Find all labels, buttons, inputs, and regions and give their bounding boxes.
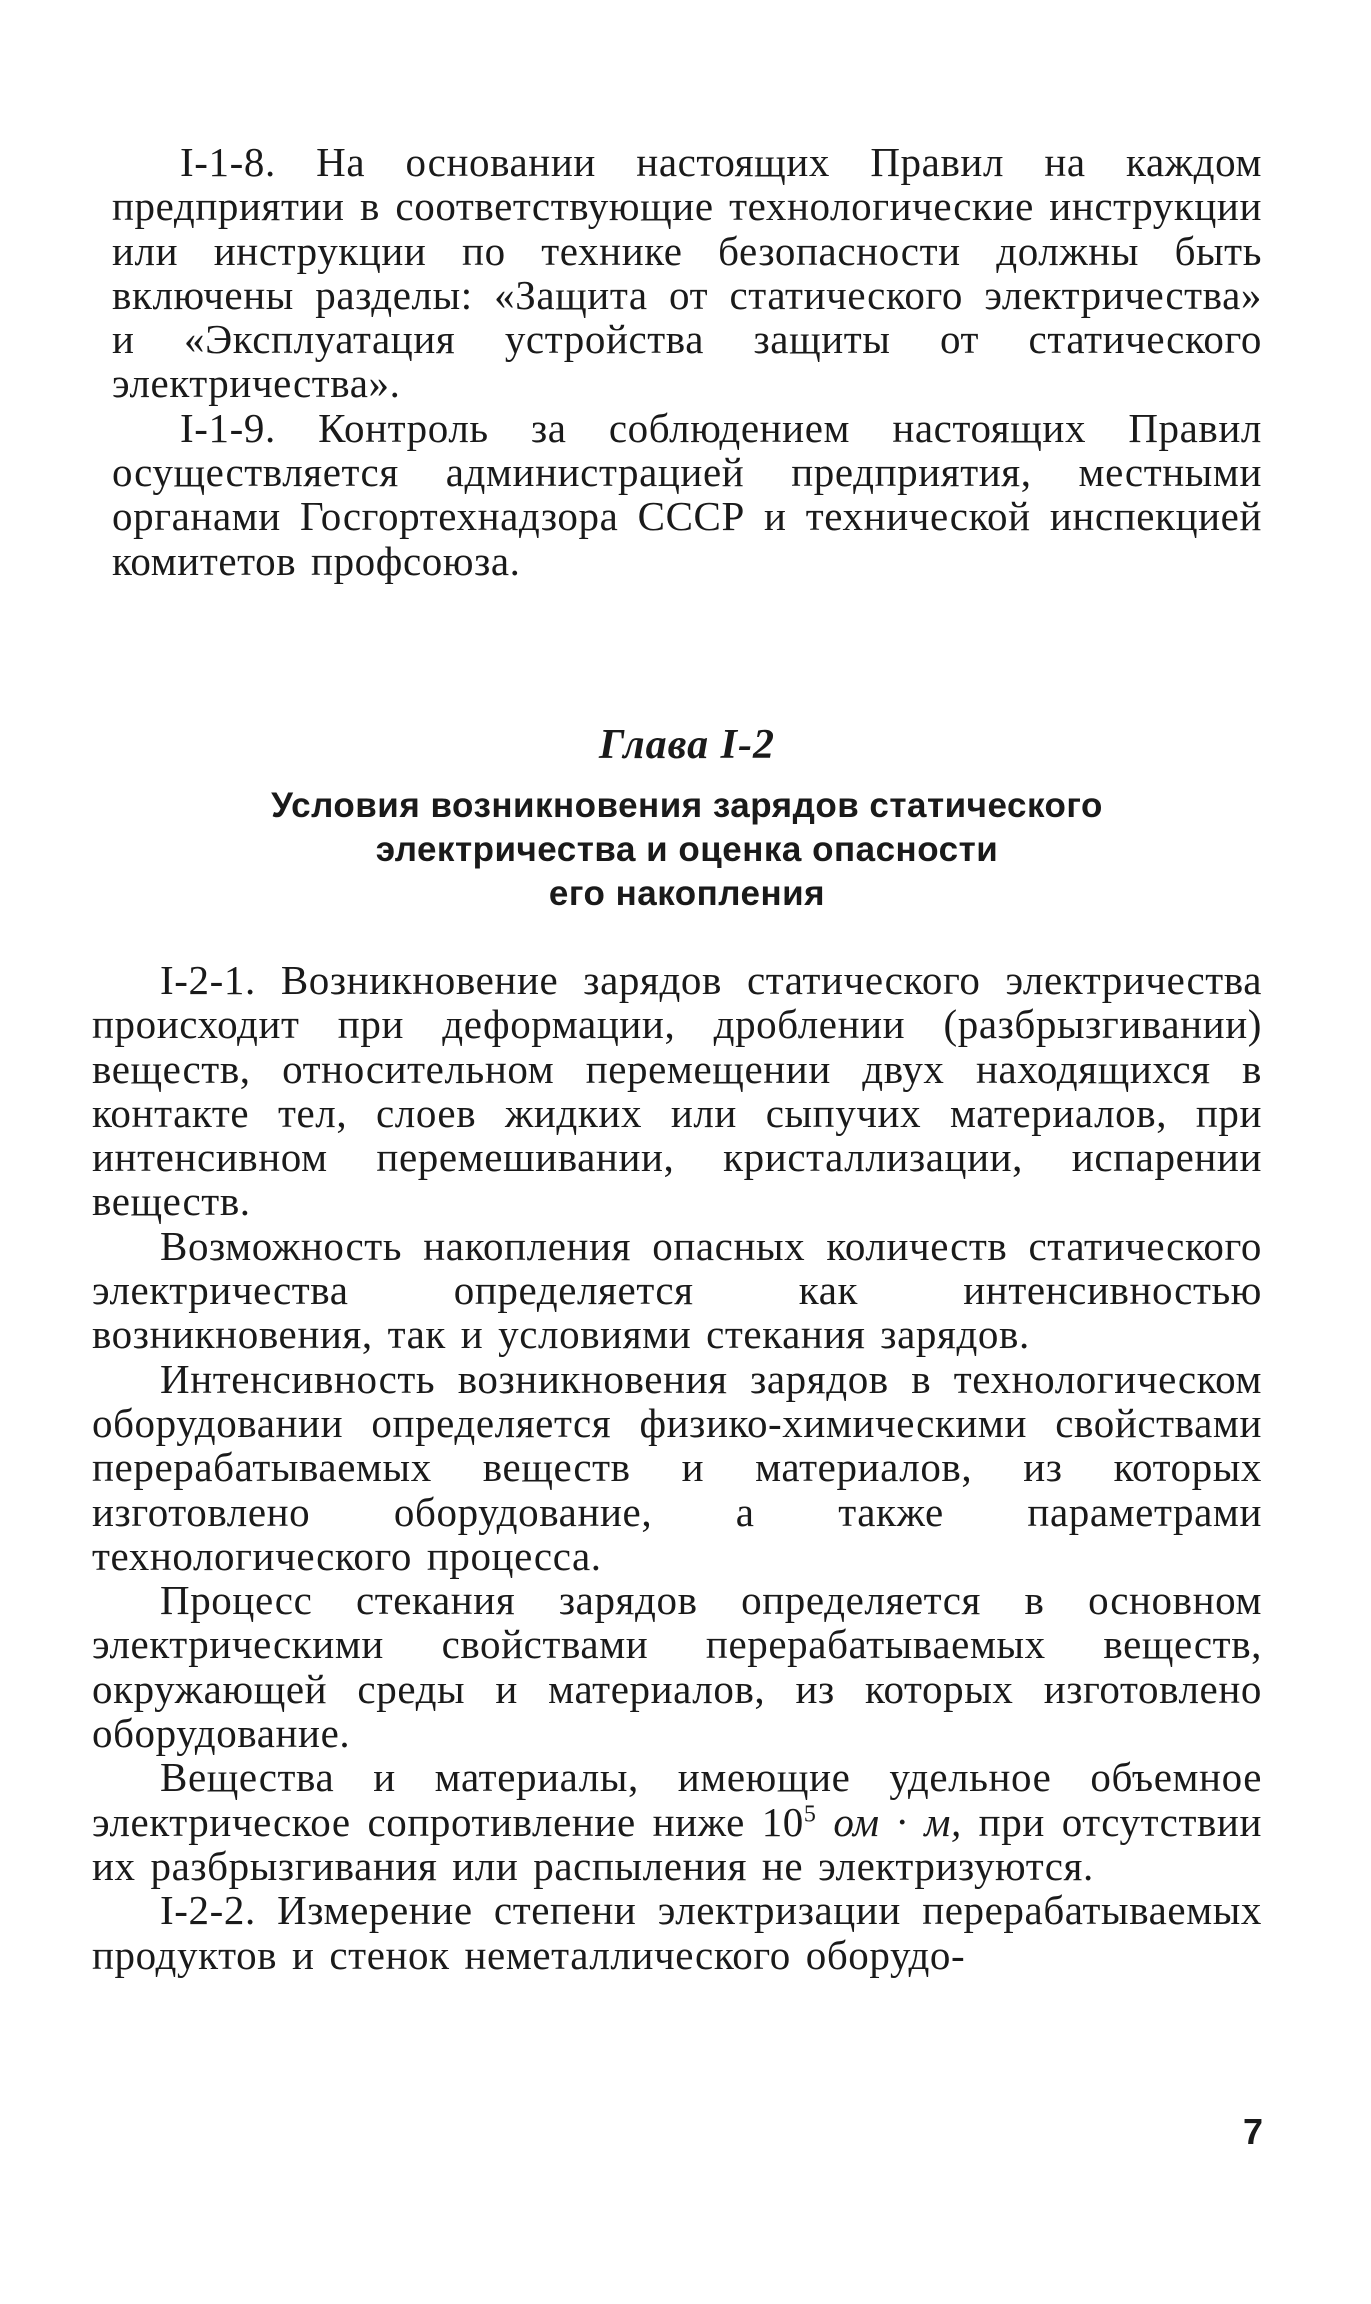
paragraph-drain: Процесс стекания зарядов определяется в основном электрическими свойствами перерабатываемых веществ, окружающей среды и материалов, из которых изготовлено оборудование. xyxy=(92,1577,1262,1757)
chapter-title-line: электричества и оценка опасности xyxy=(375,830,999,869)
paragraph-1-2-1: I-2-1. Возникновение зарядов статического электричества происходит при деформации, дроблении (разбрызгивании) веществ, относительном перемещении двух находящихся в контакте тел, слоев жидких или сыпучих материалов, при интенсивном перемешивании, кристаллизации, испарении веществ. xyxy=(92,957,1262,1225)
chapter-title xyxy=(112,784,1262,916)
resistivity-text-after: при отсутствии их разбрызгивания или распыления не электризуются. xyxy=(92,1798,1262,1889)
paragraph-1-1-8: I-1-8. На основании настоящих Правил на каждом предприятии в соответствующие технологические инструкции или инструкции по технике безопасности должны быть включены разделы: «Защита от статического электричества» и «Эксплуатация устройства защиты от статического электричества». xyxy=(112,139,1262,407)
bottom-text-block xyxy=(92,958,1262,1977)
resistivity-exponent: 5 xyxy=(803,1800,817,1827)
paragraph-resistivity xyxy=(92,1755,1262,1888)
paragraph-accumulation: Возможность накопления опасных количеств статического электричества определяется как интенсивностью возникновения, так и условиями стекания зарядов. xyxy=(92,1222,1262,1358)
chapter-label: Глава I-2 xyxy=(599,722,775,768)
chapter-title-line: Условия возникновения зарядов статического xyxy=(271,786,1103,825)
top-text-block xyxy=(112,140,1262,583)
resistivity-text-before: Вещества и материалы, имеющие удельное объемное электрическое сопротивление ниже 10 xyxy=(92,1754,1262,1845)
page-number: 7 xyxy=(1242,2111,1263,2152)
paragraph-intensity: Интенсивность возникновения зарядов в технологическом оборудовании определяется физико-химическими свойствами перерабатываемых веществ и материалов, из которых изготовлено оборудование, а также параметрами технологического процесса. xyxy=(92,1355,1262,1579)
paragraph-1-1-9: I-1-9. Контроль за соблюдением настоящих Правил осуществляется администрацией предприятия, местными органами Госгортехнадзора СССР и технической инспекцией комитетов профсоюза. xyxy=(112,404,1262,584)
paragraph-1-2-2: I-2-2. Измерение степени электризации перерабатываемых продуктов и стенок неметаллического оборудо- xyxy=(92,1887,1262,1978)
chapter-title-line: его накопления xyxy=(548,874,826,913)
resistivity-unit: ом · м, xyxy=(833,1798,962,1845)
